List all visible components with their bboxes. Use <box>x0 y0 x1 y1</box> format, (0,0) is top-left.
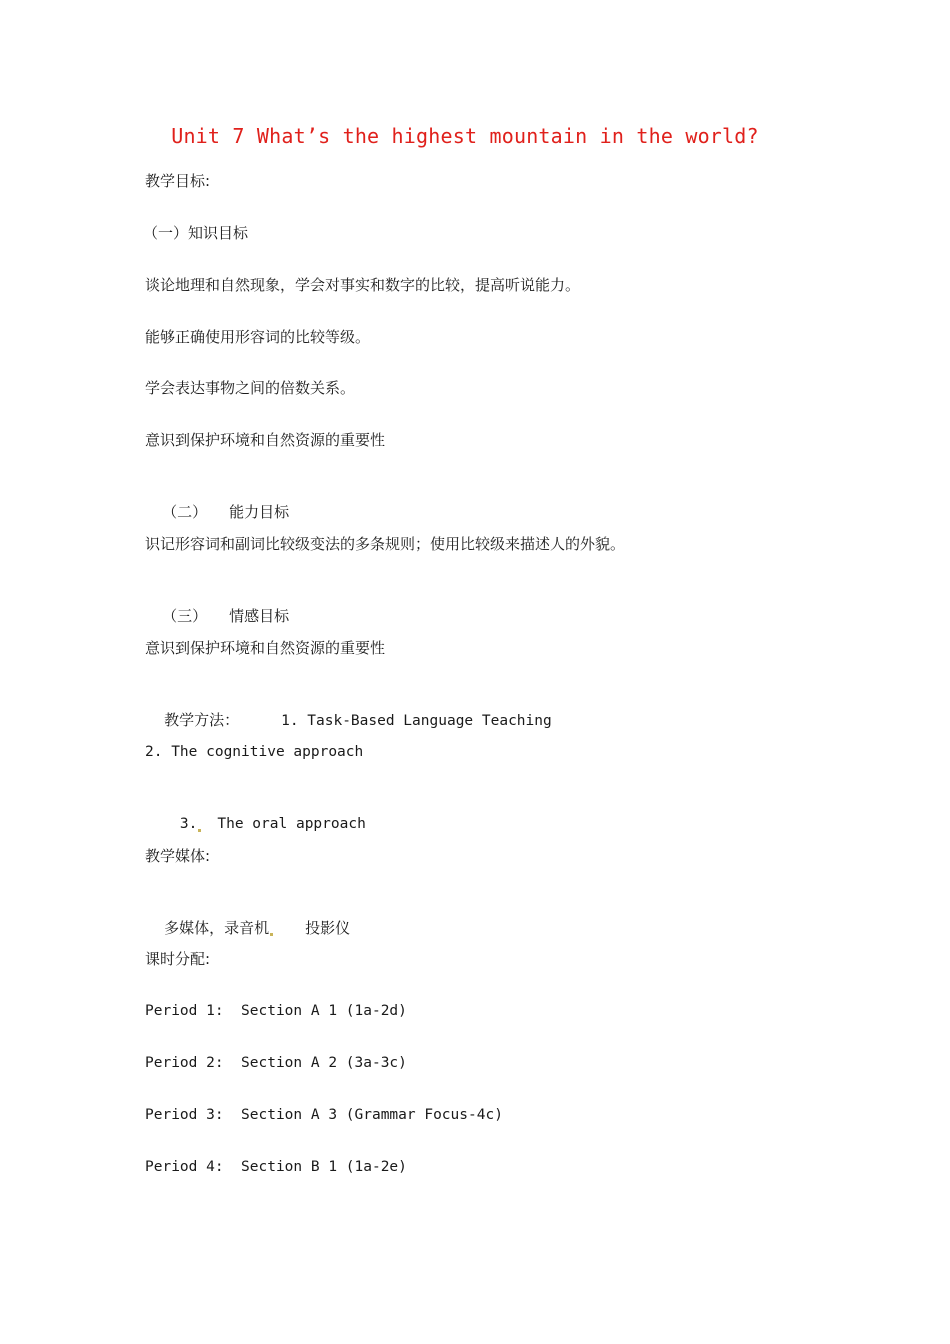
period-item: Period 3: Section A 3 (Grammar Focus-4c) <box>145 1107 503 1123</box>
section1-item: 谈论地理和自然现象，学会对事实和数字的比较，提高听说能力。 <box>145 276 581 294</box>
method-number: 3. <box>179 816 198 832</box>
section2-text: 识记形容词和副词比较级变法的多条规则；使用比较级来描述人的外貌。 <box>145 535 626 553</box>
method-item-3 <box>145 794 366 854</box>
teaching-objectives-label: 教学目标: <box>145 172 211 190</box>
periods-label: 课时分配: <box>145 950 211 968</box>
section2-label: 能力目标 <box>229 503 290 521</box>
section1-item: 能够正确使用形容词的比较等级。 <box>145 328 371 346</box>
section3-text: 意识到保护环境和自然资源的重要性 <box>145 639 386 657</box>
media-text-a: 多媒体，录音机 <box>164 919 270 937</box>
media-text-b: 投影仪 <box>305 919 351 937</box>
methods-label: 教学方法： <box>164 711 240 729</box>
section2-number: （二） <box>162 503 208 521</box>
section2-heading <box>143 482 289 542</box>
section1-item: 意识到保护环境和自然资源的重要性 <box>145 431 386 449</box>
period-item: Period 4: Section B 1 (1a-2e) <box>145 1159 407 1175</box>
section1-item: 学会表达事物之间的倍数关系。 <box>145 379 356 397</box>
section1-heading: （一）知识目标 <box>143 224 249 242</box>
section3-heading <box>143 586 289 646</box>
section3-label: 情感目标 <box>229 607 290 625</box>
method-text: The oral approach <box>217 816 366 832</box>
period-item: Period 1: Section A 1 (1a-2d) <box>145 1003 407 1019</box>
document-title: Unit 7 What’s the highest mountain in the world? <box>171 124 759 148</box>
edit-mark-icon <box>198 829 201 832</box>
period-item: Period 2: Section A 2 (3a-3c) <box>145 1055 407 1071</box>
section3-number: （三） <box>162 607 208 625</box>
method-item: 1. Task-Based Language Teaching <box>281 713 552 729</box>
edit-mark-icon <box>270 933 273 936</box>
method-item: 2. The cognitive approach <box>145 744 364 760</box>
media-label: 教学媒体: <box>145 847 211 865</box>
